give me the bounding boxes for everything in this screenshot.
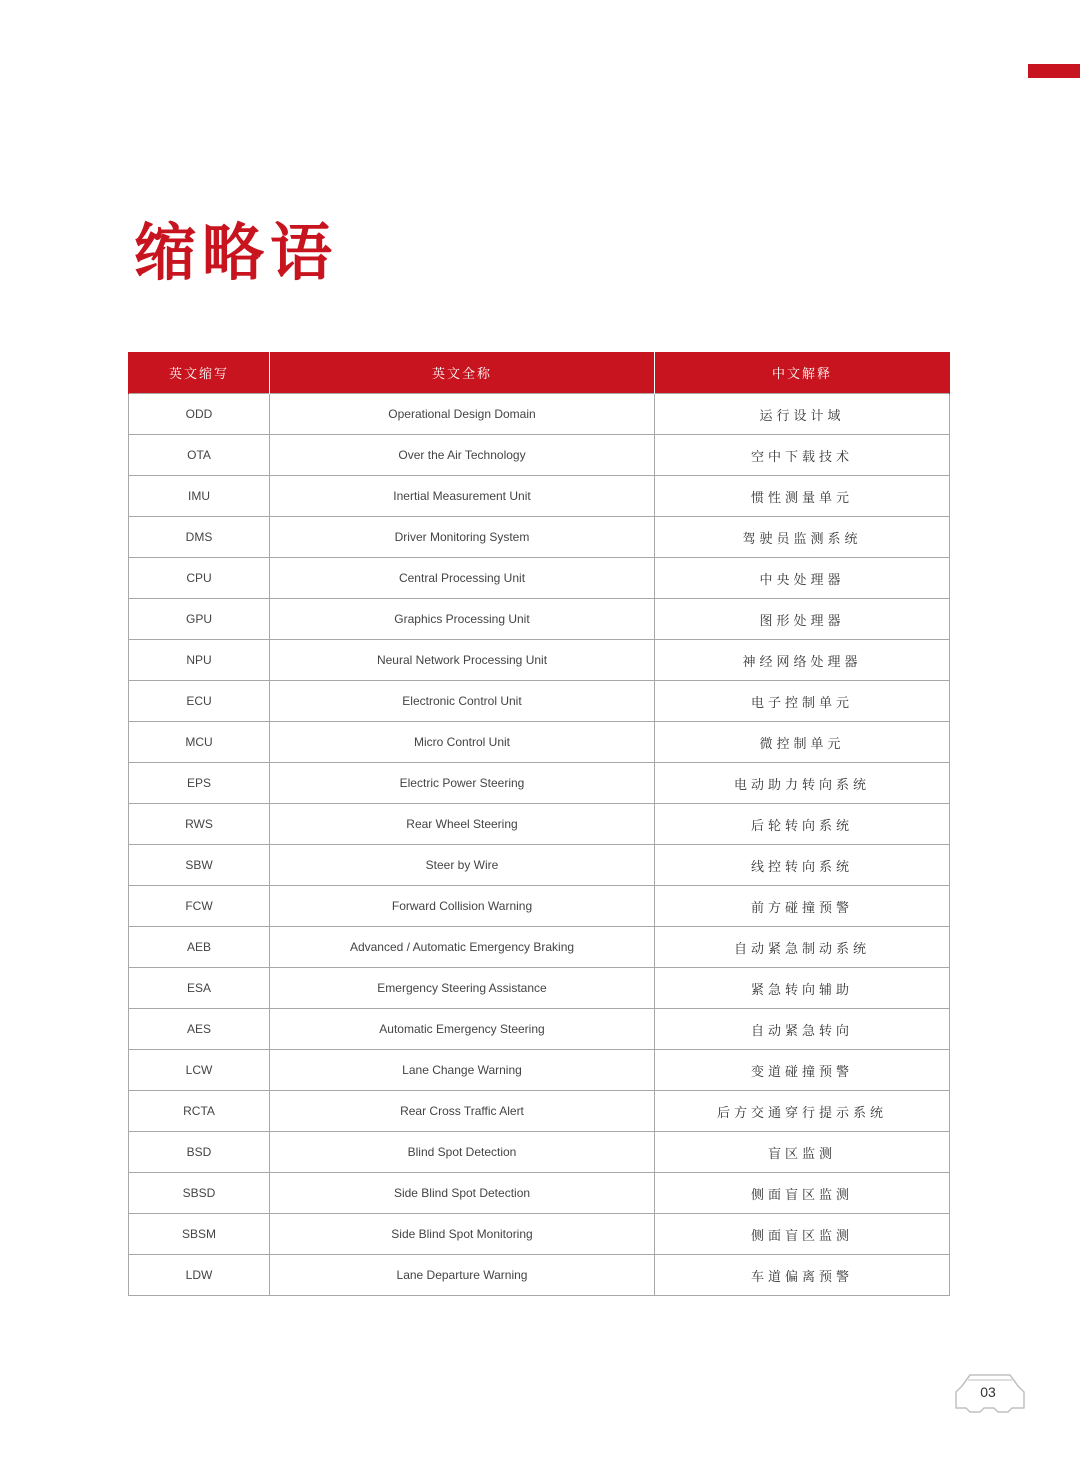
- table-row: [129, 1050, 950, 1091]
- cell-full-name: Driver Monitoring System: [270, 517, 655, 558]
- cell-chinese: 运行设计域: [655, 394, 950, 435]
- cell-chinese: 变道碰撞预警: [655, 1050, 950, 1091]
- cell-abbreviation: NPU: [129, 640, 270, 681]
- table-row: [129, 763, 950, 804]
- table-row: [129, 927, 950, 968]
- cell-abbreviation: RWS: [129, 804, 270, 845]
- table-row: [129, 681, 950, 722]
- cell-chinese: 自动紧急制动系统: [655, 927, 950, 968]
- cell-abbreviation: MCU: [129, 722, 270, 763]
- table-row: [129, 435, 950, 476]
- cell-chinese: 惯性测量单元: [655, 476, 950, 517]
- cell-abbreviation: ODD: [129, 394, 270, 435]
- cell-chinese: 驾驶员监测系统: [655, 517, 950, 558]
- table-row: [129, 1214, 950, 1255]
- table-row: [129, 1132, 950, 1173]
- cell-chinese: 中央处理器: [655, 558, 950, 599]
- table-row: [129, 640, 950, 681]
- cell-full-name: Side Blind Spot Monitoring: [270, 1214, 655, 1255]
- cell-chinese: 紧急转向辅助: [655, 968, 950, 1009]
- cell-chinese: 微控制单元: [655, 722, 950, 763]
- cell-abbreviation: BSD: [129, 1132, 270, 1173]
- cell-chinese: 电动助力转向系统: [655, 763, 950, 804]
- table-row: [129, 886, 950, 927]
- cell-chinese: 神经网络处理器: [655, 640, 950, 681]
- cell-abbreviation: AES: [129, 1009, 270, 1050]
- table-row: [129, 1091, 950, 1132]
- cell-abbreviation: IMU: [129, 476, 270, 517]
- cell-abbreviation: SBSD: [129, 1173, 270, 1214]
- cell-chinese: 侧面盲区监测: [655, 1173, 950, 1214]
- cell-chinese: 侧面盲区监测: [655, 1214, 950, 1255]
- page-title: 缩略语: [134, 215, 339, 289]
- header-chinese: 中文解释: [655, 352, 950, 394]
- table-row: [129, 476, 950, 517]
- table-row: [129, 722, 950, 763]
- cell-abbreviation: CPU: [129, 558, 270, 599]
- table-row: [129, 558, 950, 599]
- cell-abbreviation: ECU: [129, 681, 270, 722]
- cell-abbreviation: LDW: [129, 1255, 270, 1296]
- cell-chinese: 图形处理器: [655, 599, 950, 640]
- cell-abbreviation: EPS: [129, 763, 270, 804]
- corner-accent-bar: [1028, 64, 1080, 78]
- cell-chinese: 前方碰撞预警: [655, 886, 950, 927]
- table-row: [129, 599, 950, 640]
- cell-full-name: Electric Power Steering: [270, 763, 655, 804]
- cell-chinese: 车道偏离预警: [655, 1255, 950, 1296]
- table-row: [129, 845, 950, 886]
- table-row: [129, 1009, 950, 1050]
- header-full-name: 英文全称: [270, 352, 655, 394]
- cell-full-name: Automatic Emergency Steering: [270, 1009, 655, 1050]
- cell-full-name: Rear Cross Traffic Alert: [270, 1091, 655, 1132]
- cell-full-name: Rear Wheel Steering: [270, 804, 655, 845]
- cell-full-name: Steer by Wire: [270, 845, 655, 886]
- table-row: [129, 1255, 950, 1296]
- abbreviation-table: [128, 352, 950, 1296]
- cell-abbreviation: SBSM: [129, 1214, 270, 1255]
- table-header-row: [129, 352, 950, 394]
- cell-abbreviation: FCW: [129, 886, 270, 927]
- table-row: [129, 394, 950, 435]
- cell-abbreviation: OTA: [129, 435, 270, 476]
- table-row: [129, 968, 950, 1009]
- cell-abbreviation: ESA: [129, 968, 270, 1009]
- cell-full-name: Emergency Steering Assistance: [270, 968, 655, 1009]
- cell-full-name: Inertial Measurement Unit: [270, 476, 655, 517]
- table-row: [129, 517, 950, 558]
- page-number: 03: [980, 1384, 996, 1400]
- cell-chinese: 空中下载技术: [655, 435, 950, 476]
- cell-chinese: 后轮转向系统: [655, 804, 950, 845]
- cell-abbreviation: GPU: [129, 599, 270, 640]
- cell-full-name: Lane Change Warning: [270, 1050, 655, 1091]
- cell-full-name: Advanced / Automatic Emergency Braking: [270, 927, 655, 968]
- cell-chinese: 自动紧急转向: [655, 1009, 950, 1050]
- cell-full-name: Lane Departure Warning: [270, 1255, 655, 1296]
- cell-abbreviation: DMS: [129, 517, 270, 558]
- cell-full-name: Forward Collision Warning: [270, 886, 655, 927]
- cell-full-name: Central Processing Unit: [270, 558, 655, 599]
- cell-full-name: Over the Air Technology: [270, 435, 655, 476]
- cell-full-name: Side Blind Spot Detection: [270, 1173, 655, 1214]
- cell-abbreviation: LCW: [129, 1050, 270, 1091]
- cell-full-name: Operational Design Domain: [270, 394, 655, 435]
- cell-chinese: 电子控制单元: [655, 681, 950, 722]
- header-abbreviation: 英文缩写: [129, 352, 270, 394]
- cell-abbreviation: RCTA: [129, 1091, 270, 1132]
- cell-full-name: Electronic Control Unit: [270, 681, 655, 722]
- cell-chinese: 线控转向系统: [655, 845, 950, 886]
- page-number-badge: [954, 1372, 1026, 1414]
- cell-full-name: Graphics Processing Unit: [270, 599, 655, 640]
- cell-full-name: Blind Spot Detection: [270, 1132, 655, 1173]
- cell-abbreviation: SBW: [129, 845, 270, 886]
- cell-chinese: 后方交通穿行提示系统: [655, 1091, 950, 1132]
- table-row: [129, 804, 950, 845]
- cell-full-name: Neural Network Processing Unit: [270, 640, 655, 681]
- cell-chinese: 盲区监测: [655, 1132, 950, 1173]
- cell-full-name: Micro Control Unit: [270, 722, 655, 763]
- table-row: [129, 1173, 950, 1214]
- cell-abbreviation: AEB: [129, 927, 270, 968]
